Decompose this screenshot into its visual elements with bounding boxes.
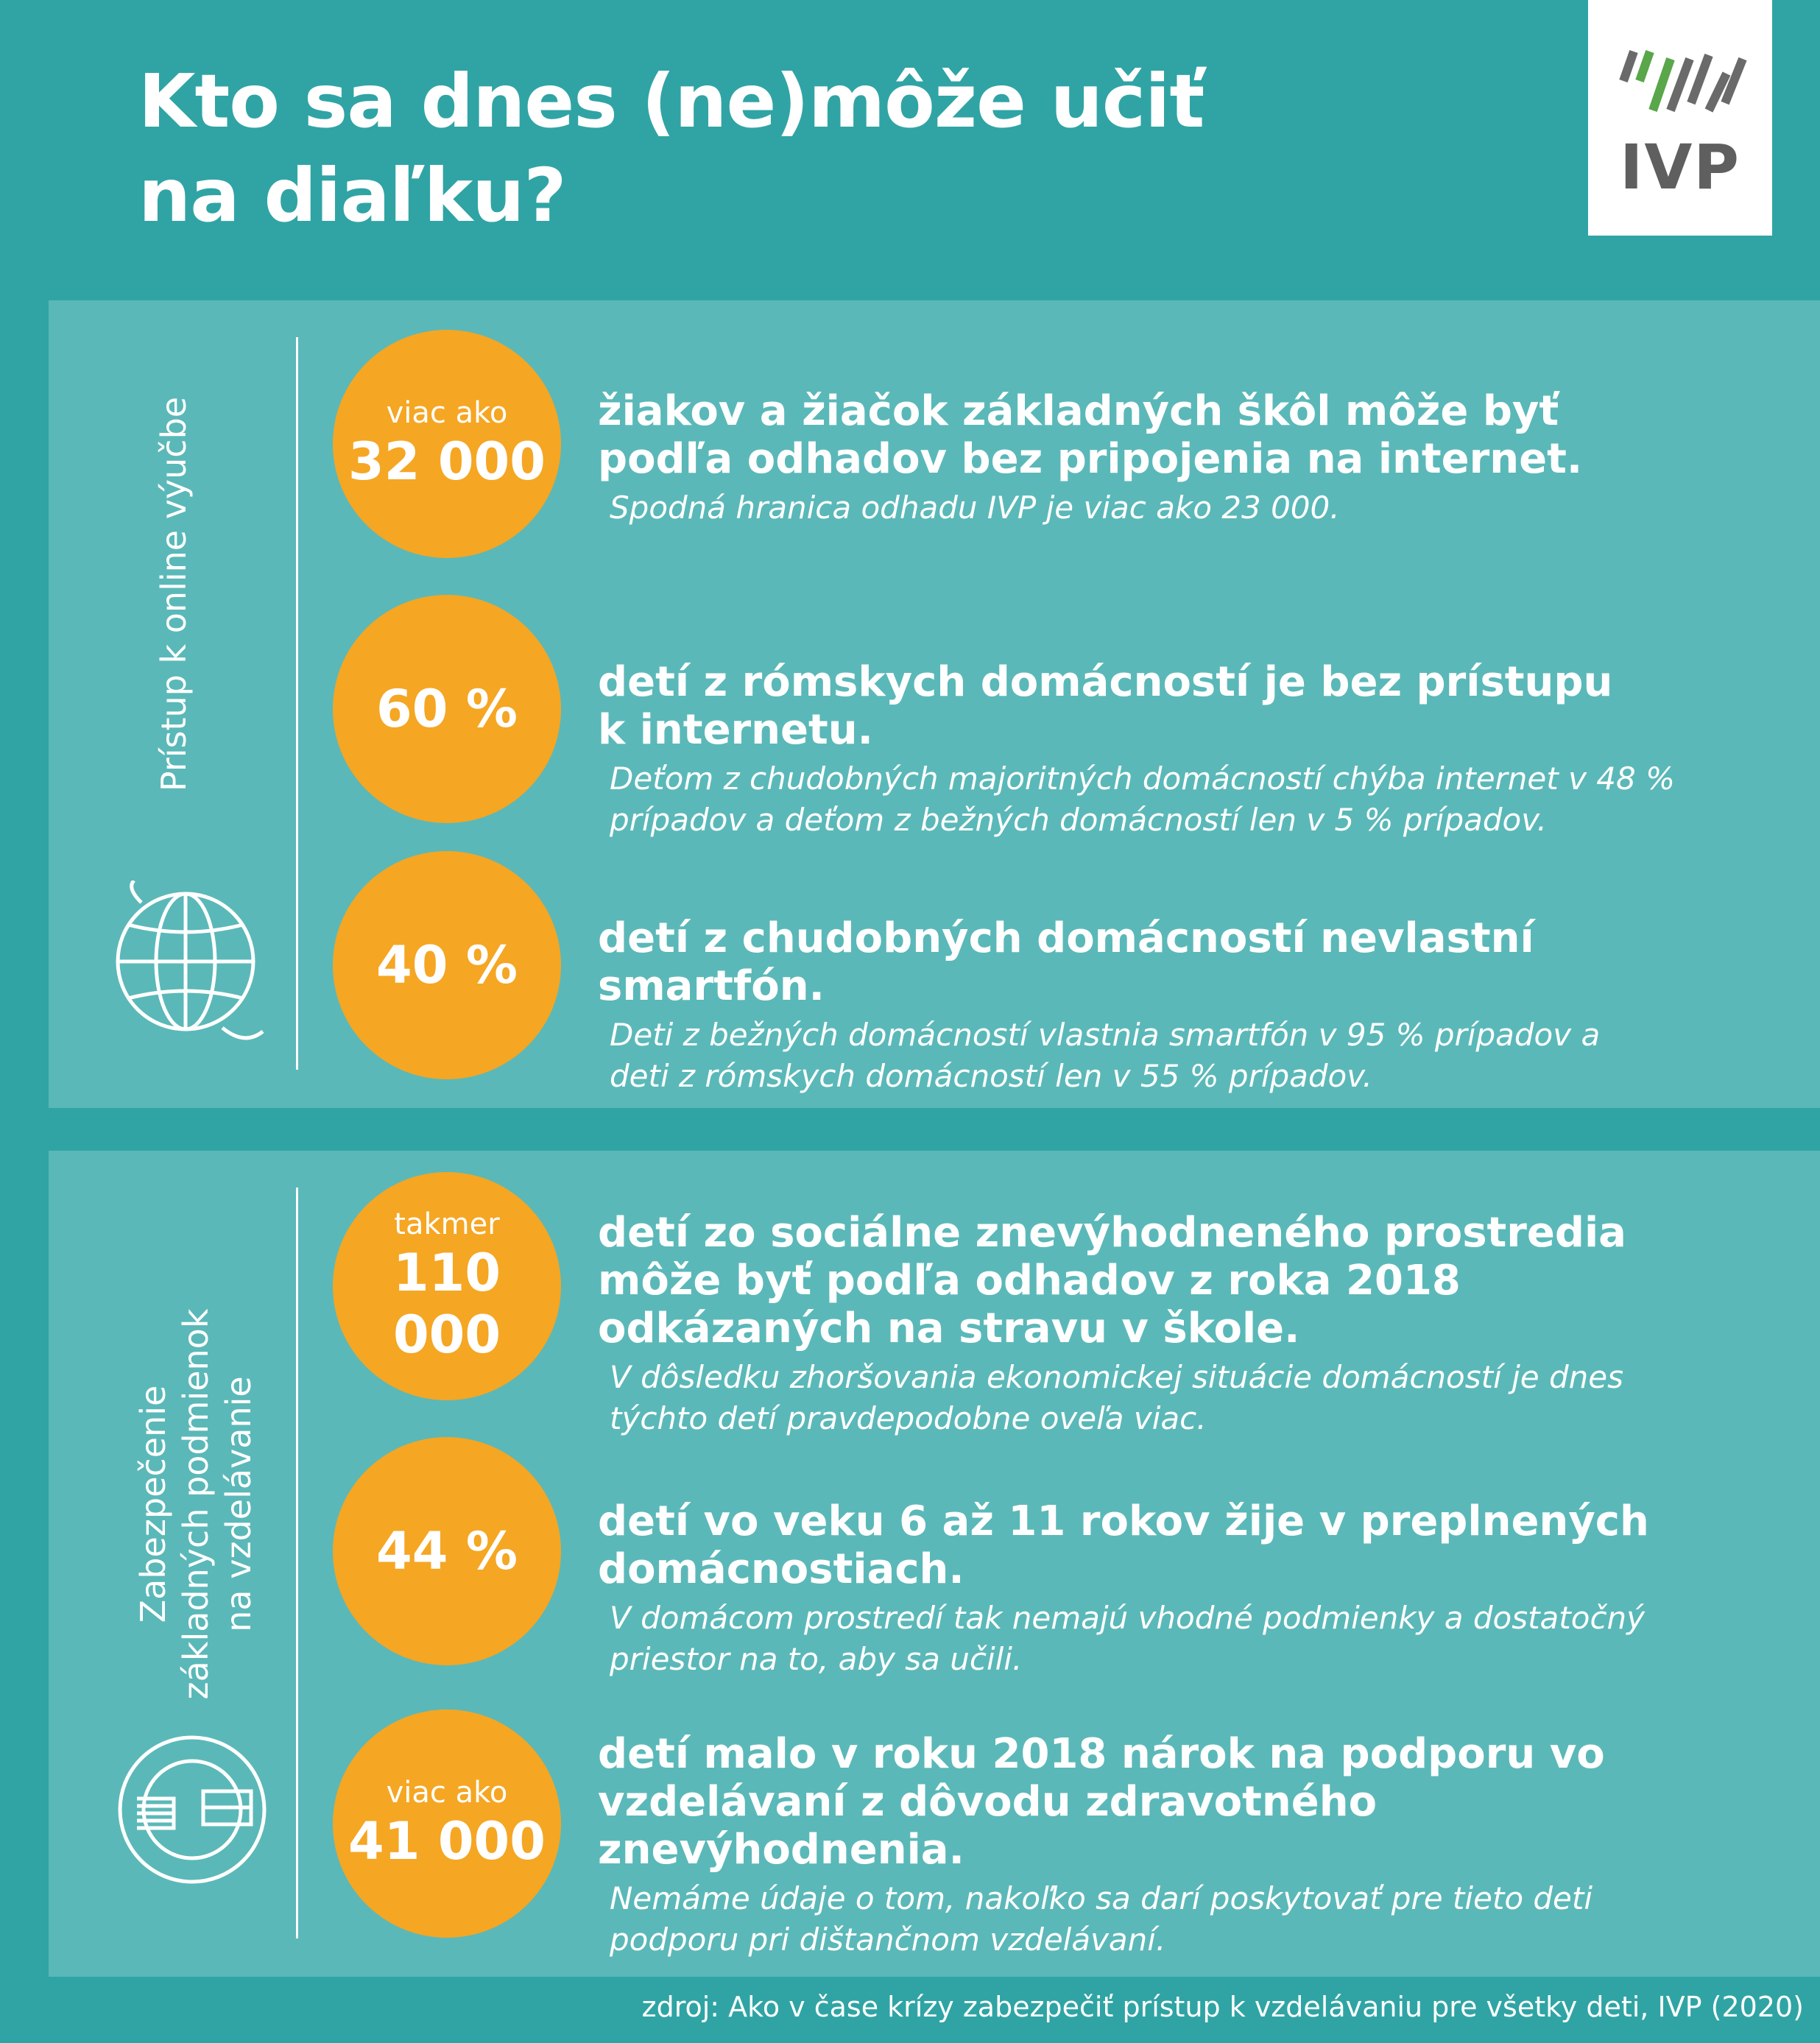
stat-headline-line: k internetu. (598, 706, 873, 754)
plate-cutlery-icon (115, 1732, 277, 1894)
stat-prefix: viac ako (386, 1776, 508, 1810)
stat-note (610, 1015, 1791, 1097)
stat-headline-line: vzdelávaní z dôvodu zdravotného (598, 1778, 1378, 1826)
section-label: Prístup k online výučbe (154, 396, 194, 792)
section-label-line-2: základných podmienok (176, 1308, 216, 1700)
stat-note-line: Spodná hranica odhadu IVP je viac ako 23 000. (610, 490, 1340, 526)
stat-note-line: podporu pri dištančnom vzdelávaní. (610, 1922, 1166, 1958)
ivp-logo (1588, 0, 1772, 236)
section-divider (296, 1188, 298, 1938)
stat-headline-line: znevýhodnenia. (598, 1826, 964, 1874)
section-divider (296, 337, 298, 1070)
stat-headline-line: odkázaných na stravu v škole. (598, 1305, 1300, 1352)
ivp-stripes-logo-icon (1588, 0, 1772, 140)
stat-circle (333, 330, 561, 558)
stat-prefix: takmer (394, 1207, 500, 1241)
globe-icon (112, 881, 274, 1050)
stat-note-line: prípadov a deťom z bežných domácností len v 5 % prípadov. (610, 802, 1547, 838)
stat-value: 110 000 (392, 1243, 501, 1365)
stat-note-line: deti z rómskych domácností len v 55 % prípadov. (610, 1058, 1373, 1094)
stat-headline (598, 1730, 1791, 1874)
stat-headline-line: podľa odhadov bez pripojenia na internet. (598, 435, 1583, 483)
stat-note-line: priestor na to, aby sa učili. (610, 1641, 1023, 1677)
stat-value: 40 % (376, 935, 518, 995)
stat-circle (333, 1709, 561, 1938)
title-line-1: Kto sa dnes (ne)môže učiť (138, 58, 1204, 144)
stat-note-line: týchto detí pravdepodobne oveľa viac. (610, 1400, 1207, 1436)
stat-headline-line: detí zo sociálne znevýhodneného prostredia (598, 1209, 1626, 1257)
stat-description (598, 387, 1791, 529)
stat-note (610, 758, 1791, 841)
stat-value: 60 % (376, 679, 518, 739)
stat-prefix: viac ako (386, 396, 508, 430)
stat-description (598, 1730, 1791, 1961)
stat-circle (333, 1437, 561, 1665)
stat-note (610, 1598, 1791, 1680)
title-line-2: na diaľku? (138, 152, 566, 239)
stat-note (610, 1357, 1791, 1439)
stat-value: 44 % (376, 1521, 518, 1581)
stat-headline (598, 387, 1791, 483)
stat-note (610, 487, 1791, 529)
stat-headline-line: môže byť podľa odhadov z roka 2018 (598, 1257, 1461, 1305)
stat-headline (598, 914, 1791, 1010)
stat-note-line: V domácom prostredí tak nemajú vhodné podmienky a dostatočný (610, 1600, 1646, 1636)
stat-headline-line: žiakov a žiačok základných škôl môže byť (598, 387, 1559, 435)
page-title (138, 54, 1464, 243)
stat-headline-line: smartfón. (598, 962, 825, 1010)
stat-circle (333, 595, 561, 823)
stat-headline-line: detí vo veku 6 až 11 rokov žije v preplnených (598, 1497, 1649, 1545)
section-label (132, 1276, 260, 1732)
stat-description (598, 1497, 1791, 1680)
section-label-line-1: Zabezpečenie (133, 1385, 173, 1623)
stat-headline-line: detí malo v roku 2018 nárok na podporu vo (598, 1730, 1605, 1778)
stat-value: 32 000 (348, 431, 546, 492)
logo-text: IVP (1620, 131, 1740, 203)
stat-headline (598, 658, 1791, 754)
stat-circle (333, 851, 561, 1079)
stat-description (598, 1209, 1791, 1439)
stat-note-line: Deti z bežných domácností vlastnia smartfón v 95 % prípadov a (610, 1017, 1601, 1053)
stat-headline-line: detí z rómskych domácností je bez prístupu (598, 658, 1613, 706)
stat-headline-line: detí z chudobných domácností nevlastní (598, 914, 1534, 962)
stat-headline-line: domácnostiach. (598, 1545, 964, 1593)
stat-note-line: Deťom z chudobných majoritných domácností chýba internet v 48 % (610, 761, 1675, 797)
source-citation: zdroj: Ako v čase krízy zabezpečiť prístup k vzdelávaniu pre všetky deti, IVP (2020) (641, 1991, 1804, 2023)
stat-value: 41 000 (348, 1811, 546, 1871)
section-label-line-3: na vzdelávanie (219, 1376, 258, 1632)
stat-headline (598, 1497, 1791, 1593)
stat-headline (598, 1209, 1791, 1352)
stat-note-line: Nemáme údaje o tom, nakoľko sa darí poskytovať pre tieto deti (610, 1880, 1593, 1916)
stat-note-line: V dôsledku zhoršovania ekonomickej situácie domácností je dnes (610, 1359, 1623, 1395)
stat-description (598, 914, 1791, 1097)
stat-circle (333, 1172, 561, 1400)
stat-note (610, 1878, 1791, 1961)
stat-description (598, 658, 1791, 841)
